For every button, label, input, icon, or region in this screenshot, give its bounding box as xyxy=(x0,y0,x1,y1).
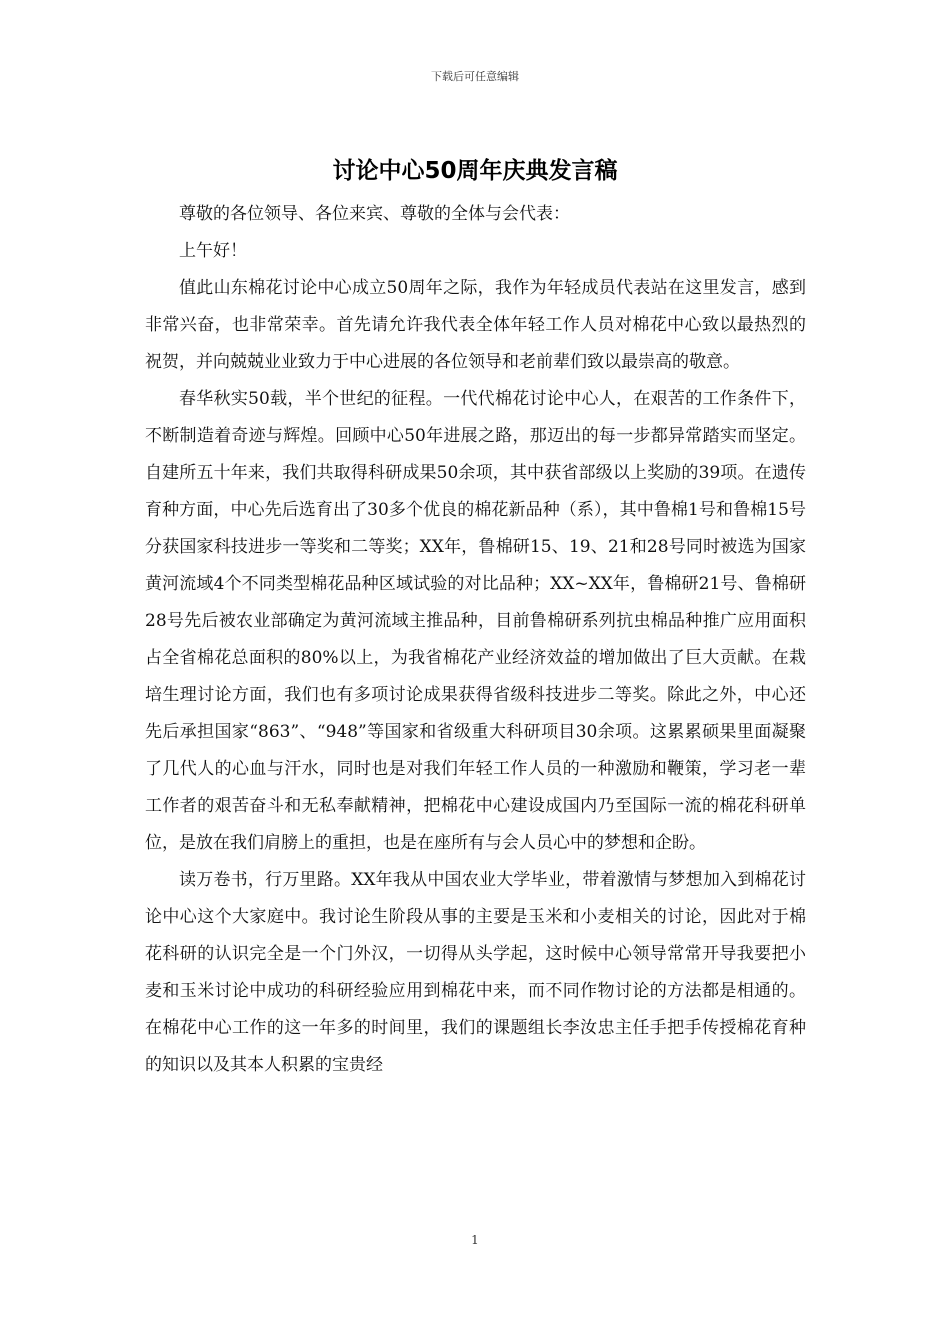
page-title: 讨论中心50周年庆典发言稿 xyxy=(332,158,618,184)
body-text xyxy=(145,196,806,1084)
greeting: 上午好！ xyxy=(179,241,247,261)
salutation: 尊敬的各位领导、各位来宾、尊敬的全体与会代表： xyxy=(179,204,570,224)
page-number: 1 xyxy=(471,1233,479,1247)
header-note: 下载后可任意编辑 xyxy=(431,70,519,83)
paragraph: 值此山东棉花讨论中心成立50周年之际，我作为年轻成员代表站在这里发言，感到非常兴奋，也非常荣幸。首先请允许我代表全体年轻工作人员对棉花中心致以最热烈的祝贺，并向兢兢业业致力于中心进展的各位领导和老前辈们致以最崇高的敬意。 xyxy=(145,278,806,372)
paragraph: 春华秋实50载，半个世纪的征程。一代代棉花讨论中心人，在艰苦的工作条件下，不断制造着奇迹与辉煌。回顾中心50年进展之路，那迈出的每一步都异常踏实而坚定。自建所五十年来，我们共取得科研成果50余项，其中获省部级以上奖励的39项。在遗传育种方面，中心先后选育出了30多个优良的棉花新品种（系），其中鲁棉1号和鲁棉15号分获国家科技进步一等奖和二等奖；XX年，鲁棉研15、19、21和28号同时被选为国家黄河流域4个不同类型棉花品种区域试验的对比品种；XX~XX年，鲁棉研21号、鲁棉研28号先后被农业部确定为黄河流域主推品种，目前鲁棉研系列抗虫棉品种推广应用面积占全省棉花总面积的80%以上，为我省棉花产业经济效益的增加做出了巨大贡献。在栽培生理讨论方面，我们也有多项讨论成果获得省级科技进步二等奖。除此之外，中心还先后承担国家“863”、“948”等国家和省级重大科研项目30余项。这累累硕果里面凝聚了几代人的心血与汗水，同时也是对我们年轻工作人员的一种激励和鞭策，学习老一辈工作者的艰苦奋斗和无私奉献精神，把棉花中心建设成国内乃至国际一流的棉花科研单位，是放在我们肩膀上的重担，也是在座所有与会人员心中的梦想和企盼。 xyxy=(145,389,806,853)
paragraph: 读万卷书，行万里路。XX年我从中国农业大学毕业，带着激情与梦想加入到棉花讨论中心这个大家庭中。我讨论生阶段从事的主要是玉米和小麦相关的讨论，因此对于棉花科研的认识完全是一个门外汉，一切得从头学起，这时候中心领导常常开导我要把小麦和玉米讨论中成功的科研经验应用到棉花中来，而不同作物讨论的方法都是相通的。在棉花中心工作的这一年多的时间里，我们的课题组长李汝忠主任手把手传授棉花育种的知识以及其本人积累的宝贵经 xyxy=(145,870,806,1075)
